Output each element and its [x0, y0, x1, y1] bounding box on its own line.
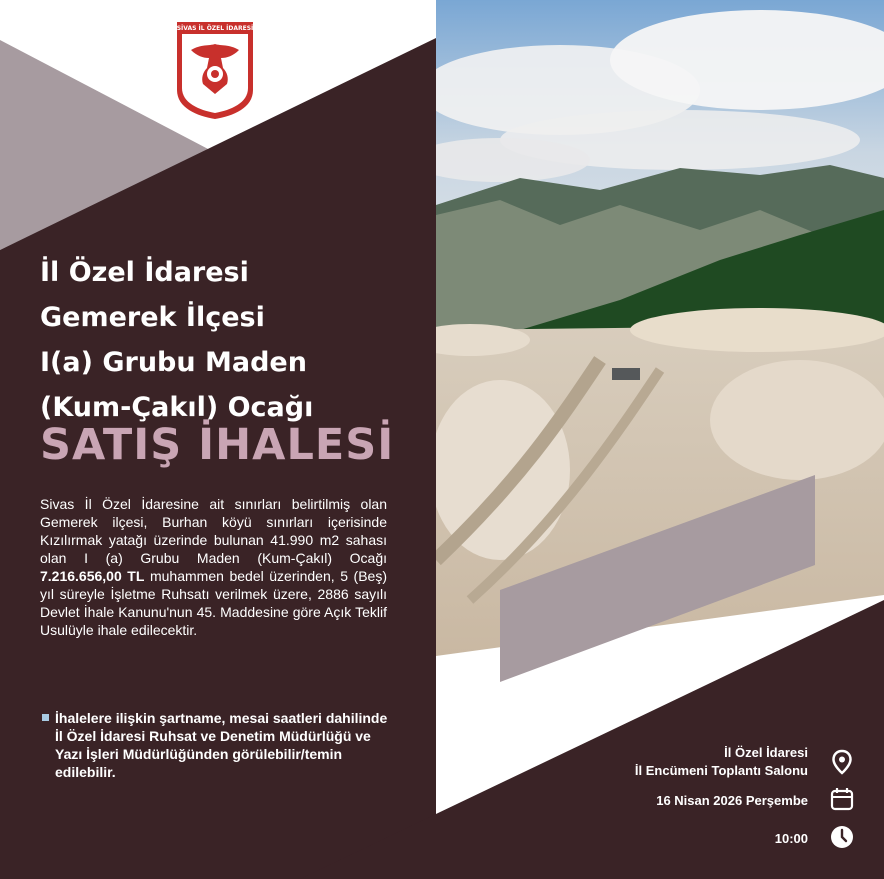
announcement-body: [40, 495, 387, 639]
location-line-1: İl Özel İdaresi: [724, 745, 808, 760]
note-text: İhalelere ilişkin şartname, mesai saatleri dahilinde İl Özel İdaresi Ruhsat ve Denetim Müdürlüğü ve Yazı İşleri Müdürlüğünden görülebilir/temin edilebilir.: [55, 710, 388, 780]
body-price: 7.216.656,00 TL: [40, 568, 145, 584]
location-info: [635, 744, 808, 780]
time-info: 10:00: [774, 831, 808, 846]
title-line-2: Gemerek İlçesi: [40, 302, 265, 333]
location-line-2: İl Encümeni Toplantı Salonu: [634, 763, 808, 778]
svg-text:SİVAS İL ÖZEL İDARESİ: SİVAS İL ÖZEL İDARESİ: [176, 25, 254, 32]
title-line-1: İl Özel İdaresi: [40, 257, 249, 288]
body-part-2: muhammen bedel üzerinden, 5 (Beş) yıl süreyle İşletme Ruhsatı verilmek üzere, 2886 sayılı Devlet İhale Kanunu'nun 45. Maddesine göre Açık Teklif Usulüyle ihale edilecektir.: [40, 568, 388, 638]
sale-heading: SATIŞ İHALESİ: [40, 420, 395, 470]
title-line-3: I(a) Grubu Maden: [40, 347, 307, 378]
clock-icon: [829, 824, 855, 850]
body-part-1: Sivas İl Özel İdaresine ait sınırları belirtilmiş olan Gemerek ilçesi, Burhan köyü sınırları içerisinde Kızılırmak yatağı üzerinde bulunan 41.990 m2 sahası olan I (a) Grubu Maden (Kum-Çakıl) Ocağı: [40, 496, 387, 566]
sivas-il-ozel-idaresi-logo: [175, 20, 255, 120]
map-pin-icon: [829, 749, 855, 775]
title-line-4: (Kum-Çakıl) Ocağı: [40, 392, 314, 423]
date-info: 16 Nisan 2026 Perşembe: [656, 793, 808, 808]
bullet-icon: [42, 714, 49, 721]
calendar-icon: [829, 786, 855, 812]
page-title: [40, 250, 420, 430]
specification-note: [40, 709, 388, 781]
